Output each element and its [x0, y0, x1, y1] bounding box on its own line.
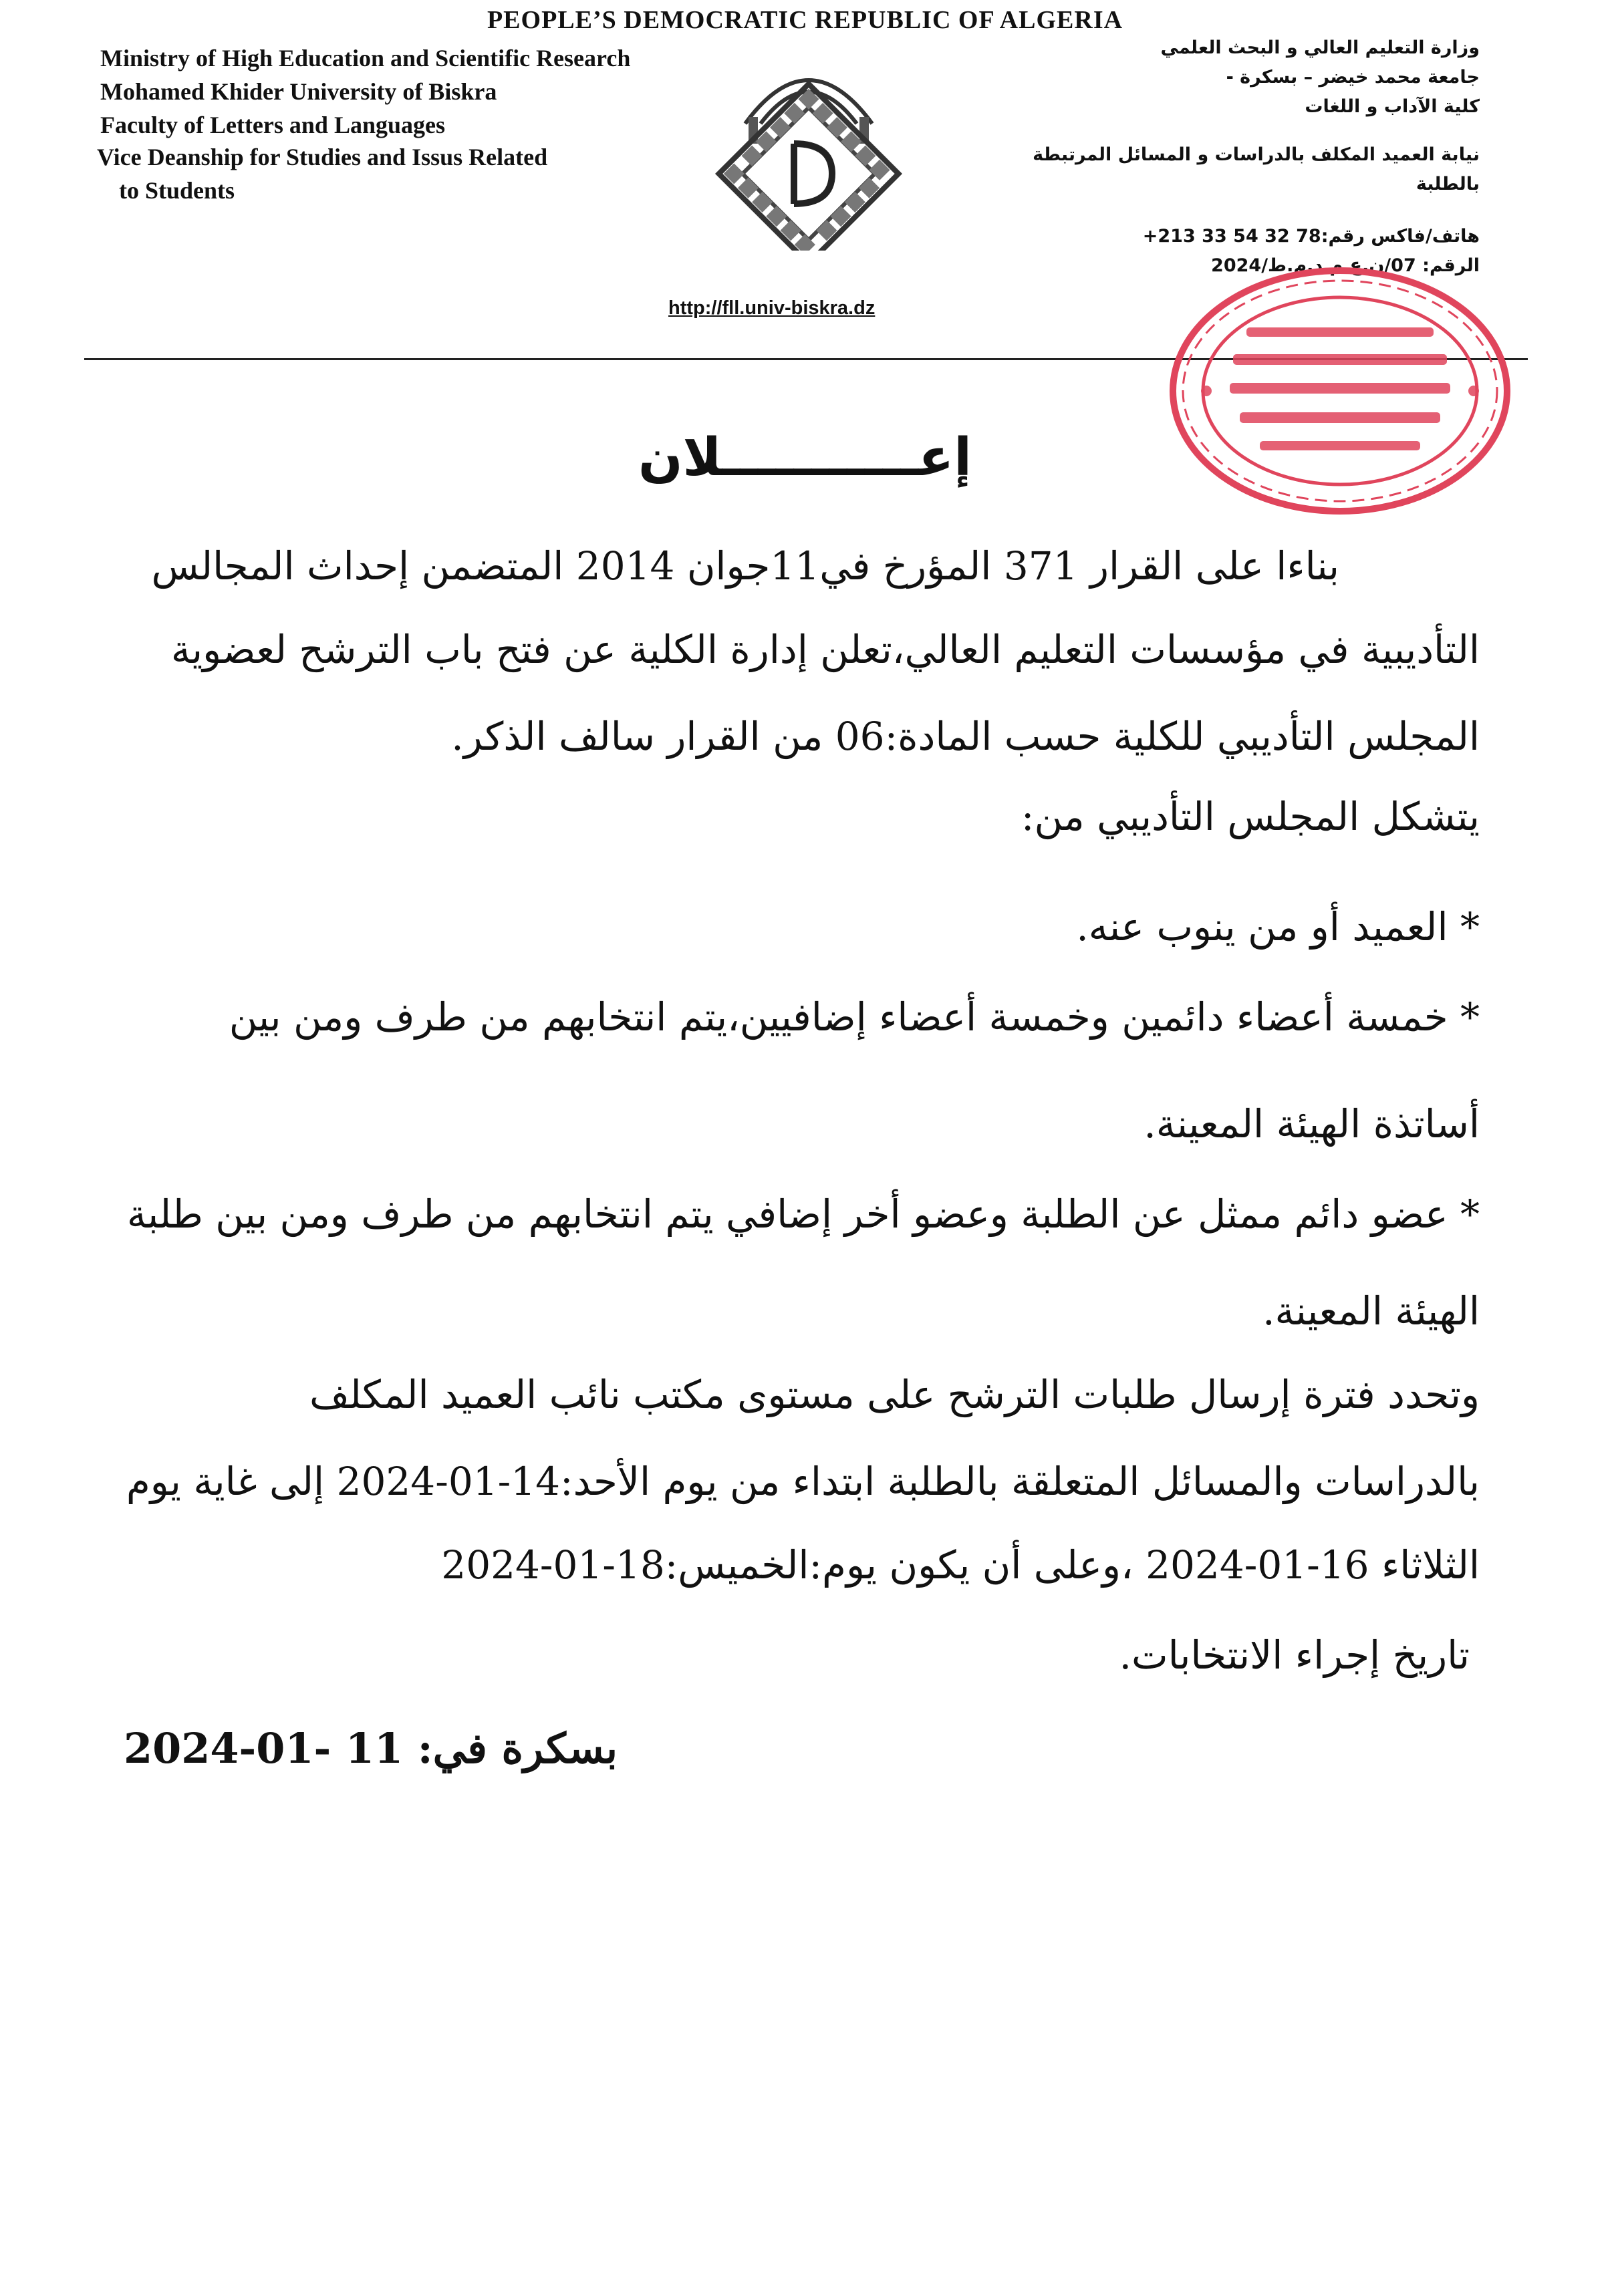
announcement-title: إعـــــــــــلان — [638, 428, 972, 488]
body-line-12: الثلاثاء 16-01-2024 ،وعلى أن يكون يوم:الخميس:18-01-2024 — [441, 1542, 1480, 1588]
vice-deanship-line: Vice Deanship for Studies and Issus Related — [97, 144, 548, 170]
body-line-13: تاريخ إجراء الانتخابات. — [1119, 1632, 1470, 1678]
list-item-students-1: * عضو دائم ممثل عن الطلبة وعضو أخر إضافي يتم انتخابهم من طرف ومن بين طلبة — [126, 1191, 1480, 1237]
body-line-4: يتشكل المجلس التأديبي من: — [1021, 794, 1480, 839]
place-date-line: بسكرة في: 11 -01-2024 — [123, 1724, 618, 1773]
body-line-10: وتحدد فترة إرسال طلبات الترشح على مستوى مكتب نائب العميد المكلف — [309, 1372, 1480, 1417]
phone-fax-line: هاتف/فاكس رقم:78 32 54 33 213+ — [1142, 226, 1480, 247]
list-item-students-2: الهيئة المعينة. — [1262, 1288, 1480, 1334]
university-line: Mohamed Khider University of Biskra — [100, 78, 497, 105]
body-line-2: التأديبية في مؤسسات التعليم العالي،تعلن إدارة الكلية عن فتح باب الترشح لعضوية — [170, 627, 1480, 672]
body-line-3: المجلس التأديبي للكلية حسب المادة:06 من القرار سالف الذكر. — [451, 714, 1480, 759]
to-students-line: to Students — [119, 177, 235, 204]
ministry-line-ar: وزارة التعليم العالي و البحث العلمي — [1160, 37, 1480, 58]
website-link[interactable]: http://fll.univ-biskra.dz — [668, 297, 876, 319]
university-logo — [708, 43, 909, 251]
country-heading: PEOPLE’S DEMOCRATIC REPUBLIC OF ALGERIA — [487, 6, 1123, 34]
list-item-members-1: * خمسة أعضاء دائمين وخمسة أعضاء إضافيين،يتم انتخابهم من طرف ومن بين — [229, 994, 1480, 1040]
students-line-ar: بالطلبة — [1416, 174, 1480, 194]
ministry-line: Ministry of High Education and Scientific Research — [100, 45, 631, 71]
body-line-11: بالدراسات والمسائل المتعلقة بالطلبة ابتداء من يوم الأحد:14-01-2024 إلى غاية يوم — [126, 1459, 1480, 1504]
university-line-ar: جامعة محمد خيضر – بسكرة - — [1226, 67, 1480, 88]
faculty-line-ar: كلية الآداب و اللغات — [1305, 96, 1480, 117]
body-line-1: بناءا على القرار 371 المؤرخ في11جوان 2014 المتضمن إحداث المجالس — [151, 543, 1339, 589]
reference-number: الرقم: 07/ن.ع.م.د.م.ط/2024 — [1211, 255, 1480, 276]
vice-deanship-line-ar: نيابة العميد المكلف بالدراسات و المسائل المرتبطة — [1033, 144, 1480, 165]
list-item-dean: * العميد أو من ينوب عنه. — [1076, 904, 1480, 950]
list-item-members-2: أساتذة الهيئة المعينة. — [1144, 1101, 1480, 1147]
faculty-line: Faculty of Letters and Languages — [100, 112, 445, 138]
